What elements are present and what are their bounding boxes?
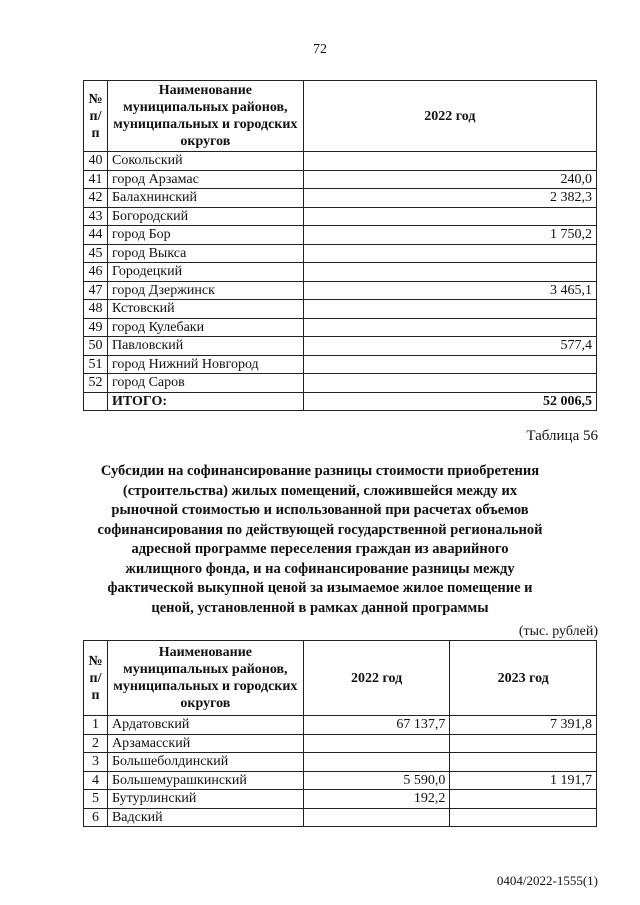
table-row — [84, 374, 597, 393]
row-number: 51 — [84, 355, 108, 374]
header-number: № п/п — [84, 81, 108, 152]
total-value: 52 006,5 — [303, 392, 596, 411]
table-row — [84, 170, 597, 189]
value-2022 — [303, 753, 450, 772]
municipality-name: Большеболдинский — [107, 753, 303, 772]
value-2022: 577,4 — [303, 337, 596, 356]
header-name: Наименование муниципальных районов, муниципальных и городских округов — [107, 641, 303, 716]
value-2022: 1 750,2 — [303, 226, 596, 245]
table-row — [84, 734, 597, 753]
municipality-name: город Кулебаки — [107, 318, 303, 337]
value-2022 — [303, 355, 596, 374]
header-2022: 2022 год — [303, 81, 596, 152]
municipality-name: Ардатовский — [107, 716, 303, 735]
value-2023: 7 391,8 — [450, 716, 597, 735]
table-row — [84, 189, 597, 208]
value-2022: 3 465,1 — [303, 281, 596, 300]
value-2022 — [303, 300, 596, 319]
table-row — [84, 263, 597, 282]
row-number: 40 — [84, 152, 108, 171]
municipality-name: Городецкий — [107, 263, 303, 282]
total-row — [84, 392, 597, 411]
municipality-name: город Нижний Новгород — [107, 355, 303, 374]
header-2022: 2022 год — [303, 641, 450, 716]
municipality-name: город Арзамас — [107, 170, 303, 189]
municipality-name: Арзамасский — [107, 734, 303, 753]
row-number: 46 — [84, 263, 108, 282]
header-name: Наименование муниципальных районов, муниципальных и городских округов — [107, 81, 303, 152]
value-2022: 2 382,3 — [303, 189, 596, 208]
row-number: 3 — [84, 753, 108, 772]
value-2023 — [450, 808, 597, 827]
row-number: 45 — [84, 244, 108, 263]
table-row — [84, 753, 597, 772]
row-number: 44 — [84, 226, 108, 245]
table-row — [84, 152, 597, 171]
value-2022 — [303, 263, 596, 282]
table-header-row — [84, 641, 597, 716]
municipality-name: город Бор — [107, 226, 303, 245]
municipality-name: Павловский — [107, 337, 303, 356]
value-2022 — [303, 374, 596, 393]
subsidy-table-continued — [83, 80, 597, 411]
table-row — [84, 790, 597, 809]
value-2023 — [450, 790, 597, 809]
row-number: 2 — [84, 734, 108, 753]
row-number: 50 — [84, 337, 108, 356]
table-row — [84, 318, 597, 337]
row-number: 43 — [84, 207, 108, 226]
row-number: 48 — [84, 300, 108, 319]
row-number: 6 — [84, 808, 108, 827]
value-2023 — [450, 734, 597, 753]
value-2022 — [303, 152, 596, 171]
table-row — [84, 226, 597, 245]
row-number: 5 — [84, 790, 108, 809]
municipality-name: Богородский — [107, 207, 303, 226]
municipality-name: город Выкса — [107, 244, 303, 263]
table-row — [84, 337, 597, 356]
table-row — [84, 771, 597, 790]
header-number: № п/п — [84, 641, 108, 716]
row-number: 49 — [84, 318, 108, 337]
municipality-name: Кстовский — [107, 300, 303, 319]
row-number: 47 — [84, 281, 108, 300]
value-2022: 5 590,0 — [303, 771, 450, 790]
row-number: 42 — [84, 189, 108, 208]
value-2022 — [303, 734, 450, 753]
page-number: 72 — [313, 42, 327, 57]
document-code: 0404/2022-1555(1) — [496, 873, 598, 888]
table-row — [84, 808, 597, 827]
value-2023 — [450, 753, 597, 772]
table-row — [84, 244, 597, 263]
municipality-name: Вадский — [107, 808, 303, 827]
table-row — [84, 300, 597, 319]
municipality-name: город Саров — [107, 374, 303, 393]
table-row — [84, 355, 597, 374]
value-2022: 192,2 — [303, 790, 450, 809]
header-2023: 2023 год — [450, 641, 597, 716]
total-label: ИТОГО: — [107, 392, 303, 411]
municipality-name: Сокольский — [107, 152, 303, 171]
value-2022 — [303, 808, 450, 827]
table-row — [84, 281, 597, 300]
value-2022: 240,0 — [303, 170, 596, 189]
table-label: Таблица 56 — [526, 428, 598, 444]
municipality-name: Бутурлинский — [107, 790, 303, 809]
units-label: (тыс. рублей) — [518, 624, 598, 639]
row-number: 52 — [84, 374, 108, 393]
row-number: 1 — [84, 716, 108, 735]
value-2022 — [303, 207, 596, 226]
total-empty-cell — [84, 392, 108, 411]
municipality-name: Балахнинский — [107, 189, 303, 208]
table-title: Субсидии на софинансирование разницы стоимости приобретения (строительства) жилых помещений, сложившейся между их рыночной стоимостью и использованной при расчетах объемов софинансирования по действующей государственной региональной адресной программе переселения граждан из аварийного жилищного фонда, и на софинансирование разницы между фактической выкупной ценой за изымаемое жилое помещение и ценой, установленной в рамках данной программы — [97, 463, 543, 616]
value-2022 — [303, 318, 596, 337]
municipality-name: город Дзержинск — [107, 281, 303, 300]
municipality-name: Большемурашкинский — [107, 771, 303, 790]
row-number: 4 — [84, 771, 108, 790]
row-number: 41 — [84, 170, 108, 189]
table-row — [84, 207, 597, 226]
value-2023: 1 191,7 — [450, 771, 597, 790]
value-2022: 67 137,7 — [303, 716, 450, 735]
table-header-row — [84, 81, 597, 152]
value-2022 — [303, 244, 596, 263]
table-row — [84, 716, 597, 735]
subsidy-table-56 — [83, 640, 597, 827]
